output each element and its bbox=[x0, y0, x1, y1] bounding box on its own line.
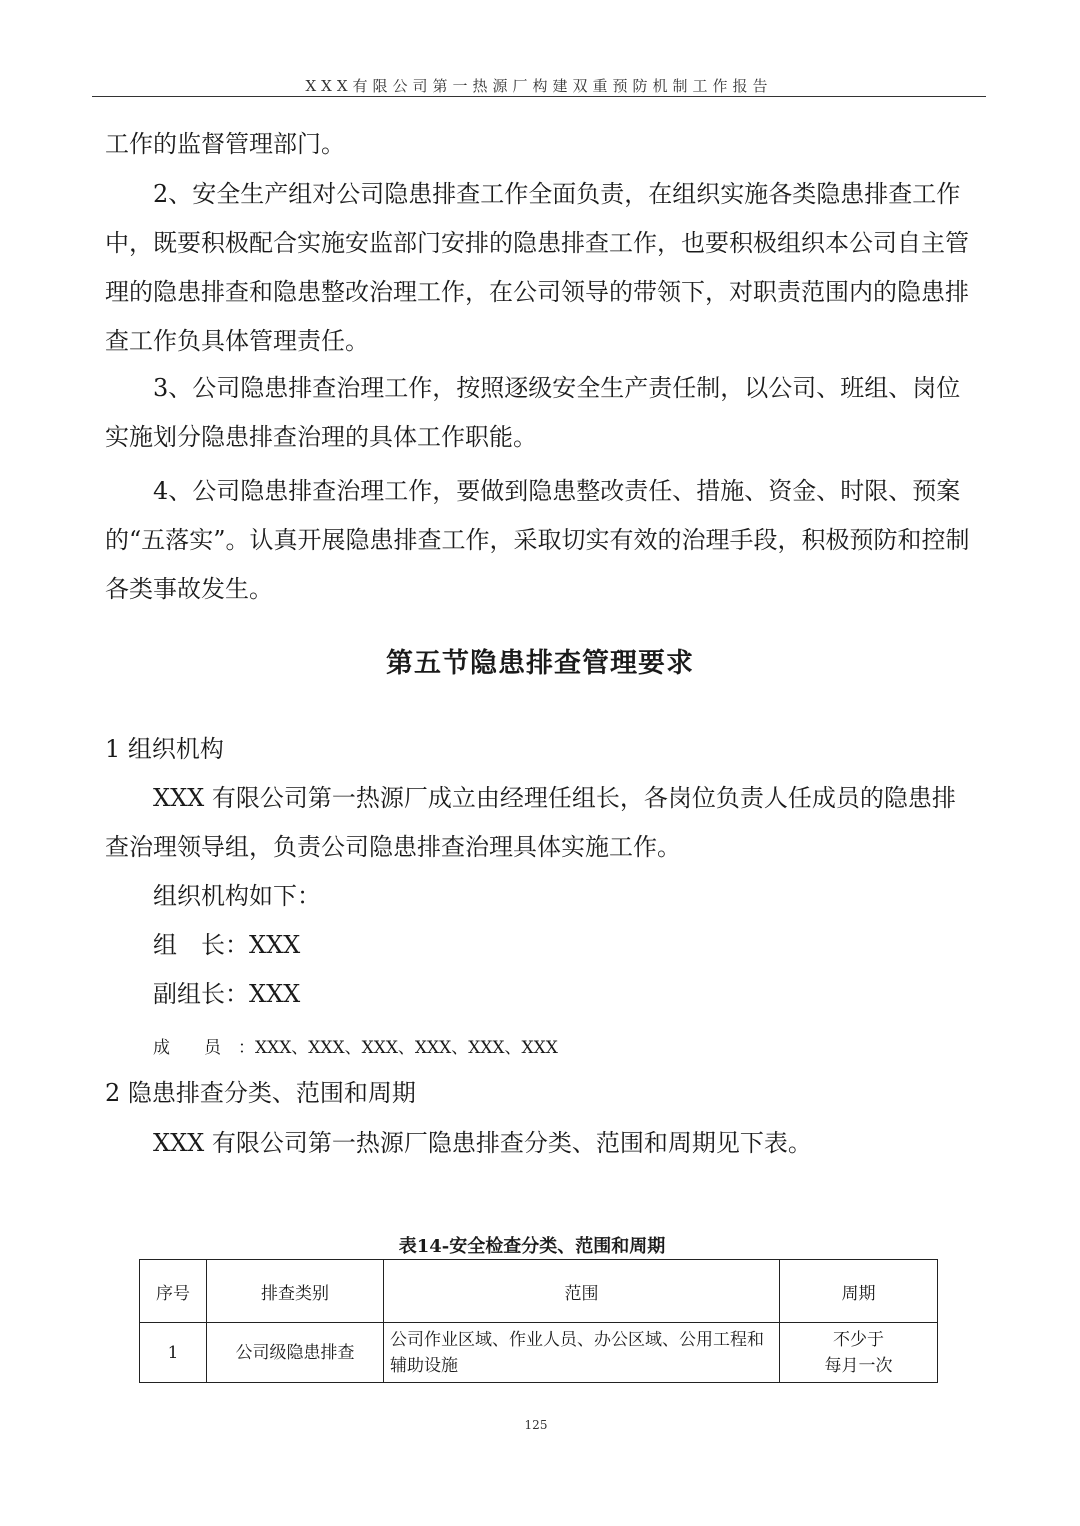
org-deputy: 副组长：XXX bbox=[153, 980, 301, 1008]
col-header-category: 排查类别 bbox=[207, 1260, 384, 1323]
table-header-row bbox=[140, 1260, 938, 1323]
col-header-period: 周期 bbox=[780, 1260, 938, 1323]
classify-heading: 2 隐患排查分类、范围和周期 bbox=[105, 1079, 416, 1107]
cell-period bbox=[780, 1323, 938, 1383]
org-list-label: 组织机构如下： bbox=[153, 882, 321, 910]
col-header-no: 序号 bbox=[140, 1260, 207, 1323]
section-title: 第五节隐患排查管理要求 bbox=[386, 648, 694, 679]
page-number: 125 bbox=[524, 1418, 548, 1432]
classify-intro: XXX 有限公司第一热源厂隐患排查分类、范围和周期见下表。 bbox=[153, 1129, 812, 1157]
cell-period-line2: 每月一次 bbox=[824, 1355, 893, 1376]
org-members: 成 员 ：XXX、XXX、XXX、XXX、XXX、XXX bbox=[153, 1038, 558, 1058]
cell-scope: 公司作业区域、作业人员、办公区域、公用工程和辅助设施 bbox=[384, 1323, 780, 1383]
org-heading: 1 组织机构 bbox=[105, 735, 224, 763]
paragraph-item-3: 3、公司隐患排查治理工作，按照逐级安全生产责任制，以公司、班组、岗位实施划分隐患排查治理的具体工作职能。 bbox=[105, 374, 961, 451]
paragraph-continued: 工作的监督管理部门。 bbox=[105, 130, 345, 158]
cell-period-line1: 不少于 bbox=[833, 1329, 884, 1350]
page-header: XXX有限公司第一热源厂构建双重预防机制工作报告 bbox=[92, 76, 986, 97]
org-intro: XXX 有限公司第一热源厂成立由经理任组长，各岗位负责人任成员的隐患排查治理领导组，负责公司隐患排查治理具体实施工作。 bbox=[105, 784, 956, 861]
org-leader: 组 长：XXX bbox=[153, 931, 301, 959]
inspection-table bbox=[139, 1259, 938, 1383]
table-row bbox=[140, 1323, 938, 1383]
table-caption: 表14-安全检查分类、范围和周期 bbox=[398, 1236, 666, 1257]
cell-no: 1 bbox=[140, 1323, 207, 1383]
col-header-scope: 范围 bbox=[384, 1260, 780, 1323]
cell-category: 公司级隐患排查 bbox=[207, 1323, 384, 1383]
paragraph-item-2: 2、安全生产组对公司隐患排查工作全面负责，在组织实施各类隐患排查工作中，既要积极配合实施安监部门安排的隐患排查工作，也要积极组织本公司自主管理的隐患排查和隐患整改治理工作，在公司领导的带领下，对职责范围内的隐患排查工作负具体管理责任。 bbox=[105, 180, 969, 355]
paragraph-item-4: 4、公司隐患排查治理工作，要做到隐患整改责任、措施、资金、时限、预案的“五落实”。认真开展隐患排查工作，采取切实有效的治理手段，积极预防和控制各类事故发生。 bbox=[105, 477, 970, 603]
